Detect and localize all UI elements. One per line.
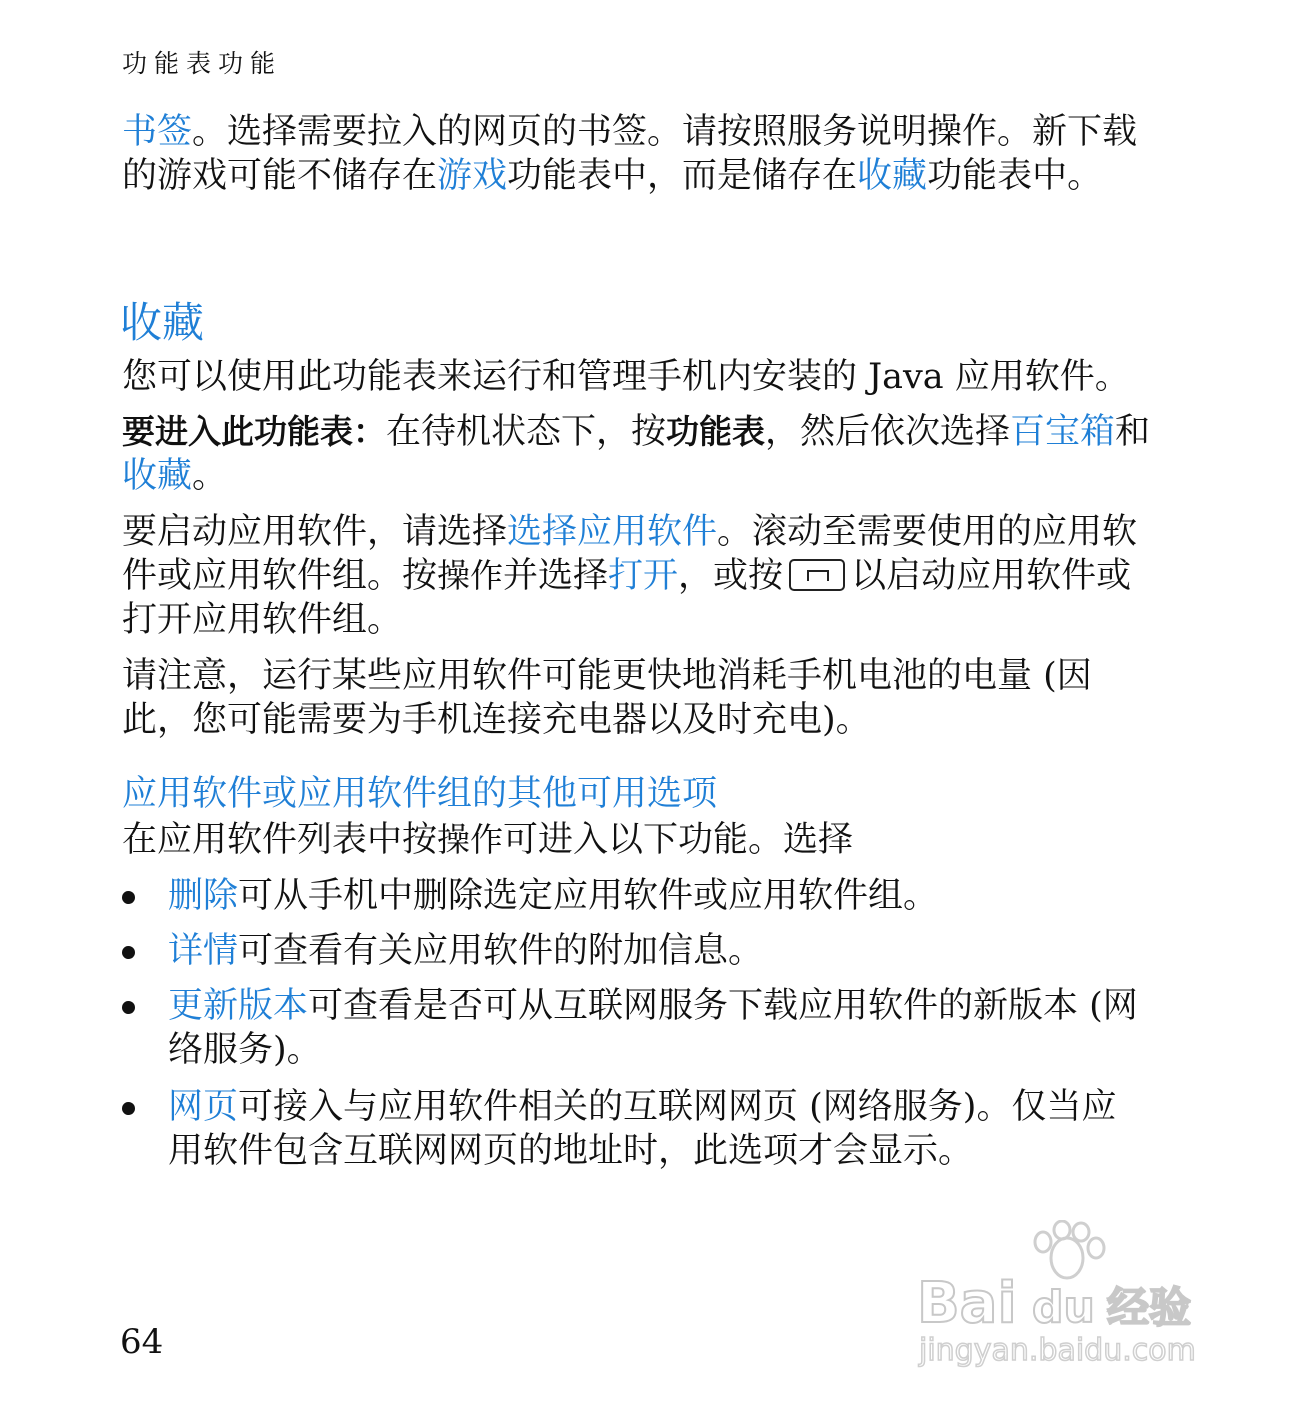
menu-label: 功能表: [666, 412, 766, 451]
options-label: 操作: [437, 556, 504, 595]
link-open[interactable]: 打开: [608, 556, 679, 596]
access-lead: 要进入此功能表：: [122, 412, 386, 451]
section-paragraph-4: 请注意，运行某些应用软件可能更快地消耗手机电池的电量 (因此，您可能需要为手机连接充电器以及时充电)。: [122, 656, 1092, 740]
watermark-brand: Bai: [917, 1271, 1017, 1336]
section-title: 收藏: [120, 298, 205, 347]
link-details[interactable]: 详情: [168, 931, 239, 971]
watermark-brand-2: du: [1032, 1282, 1095, 1333]
list-item-text: [168, 1085, 1148, 1173]
intro-text-2: 功能表中，而是储存在: [507, 156, 858, 196]
p3-text-3: 并选择: [503, 556, 609, 596]
p2-text-3: 和: [1115, 412, 1151, 452]
link-bookmarks[interactable]: 书签: [122, 112, 193, 152]
link-games[interactable]: 游戏: [437, 156, 508, 196]
p2-text-1: 在待机状态下，按: [386, 412, 667, 452]
item-desc: 可查看是否可从互联网服务下载应用软件的新版本 (网络服务)。: [168, 986, 1138, 1070]
list-item-text: [168, 929, 1148, 973]
subsection-title: 应用软件或应用软件组的其他可用选项: [122, 774, 718, 814]
watermark-product: 经验: [1107, 1283, 1192, 1332]
list-item-text: [168, 984, 1148, 1072]
bullet-icon: [122, 946, 135, 959]
link-web-page[interactable]: 网页: [168, 1087, 239, 1127]
section-paragraph-1: 您可以使用此功能表来运行和管理手机内安装的 Java 应用软件。: [122, 357, 1130, 397]
bullet-icon: [122, 891, 135, 904]
paw-pad-icon: [1051, 1238, 1083, 1278]
item-desc: 可查看有关应用软件的附加信息。: [238, 931, 764, 971]
bullet-icon: [122, 1001, 135, 1014]
intro-text-3: 功能表中。: [927, 156, 1103, 196]
sub-intro-text-2: 可进入以下功能。选择: [503, 820, 854, 860]
p3-text-1: 要启动应用软件，请选择: [122, 512, 508, 552]
item-desc: 可接入与应用软件相关的互联网网页 (网络服务)。仅当应用软件包含互联网网页的地址时，此选项才会显示。: [168, 1087, 1117, 1171]
options-label-2: 操作: [437, 820, 504, 859]
section-paragraph-3: [122, 510, 1152, 642]
intro-text-1: 。选择需要拉入的网页的书签。请按照服务说明操作。新下载的游戏可能不储存在: [122, 112, 1138, 196]
running-header: 功能表功能: [122, 49, 283, 78]
subsection-intro: [122, 818, 1152, 862]
link-collection[interactable]: 收藏: [857, 156, 928, 196]
link-select-app[interactable]: 选择应用软件: [507, 512, 718, 552]
p3-text-2: 。滚动至需要使用的应用软件或应用软件组。按: [122, 512, 1138, 596]
p2-text-4: 。: [192, 456, 228, 496]
section-paragraph-2: [122, 410, 1152, 498]
sub-intro-text-1: 在应用软件列表中按: [122, 820, 438, 860]
watermark-url: jingyan.baidu.com: [919, 1333, 1196, 1368]
link-toolbox[interactable]: 百宝箱: [1010, 412, 1116, 452]
p3-text-4: ，或按: [678, 556, 784, 596]
link-collection-2[interactable]: 收藏: [122, 456, 193, 496]
call-key-icon: [789, 559, 845, 591]
link-delete[interactable]: 删除: [168, 876, 239, 916]
bullet-icon: [122, 1102, 135, 1115]
baidu-jingyan-watermark: [915, 1220, 1215, 1370]
page-number: 64: [120, 1322, 164, 1362]
item-desc: 可从手机中删除选定应用软件或应用软件组。: [238, 876, 939, 916]
link-update-version[interactable]: 更新版本: [168, 986, 309, 1026]
p2-text-2: ，然后依次选择: [765, 412, 1011, 452]
list-item-text: [168, 874, 1148, 918]
p3-text-5: 以启动应用软件或打开应用软件组。: [122, 556, 1132, 640]
intro-paragraph: [122, 110, 1152, 198]
